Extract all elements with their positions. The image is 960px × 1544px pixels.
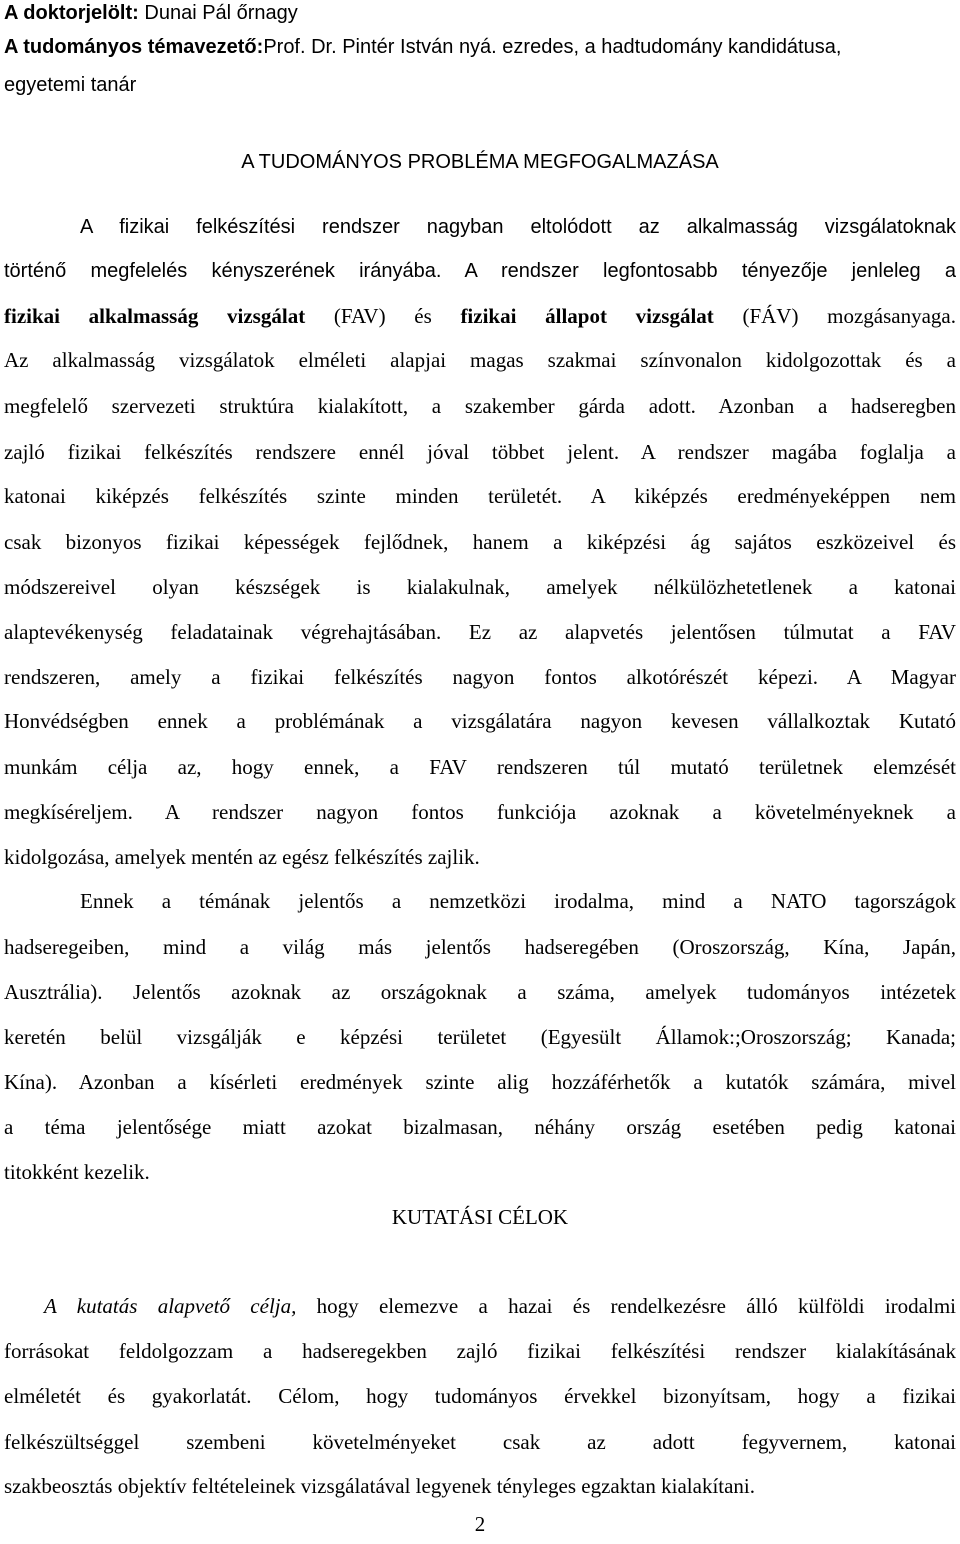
problem-line-19: keretén belül vizsgálják e képzési területet (Egyesült Államok:;Oroszország; Kanada;: [4, 1025, 956, 1049]
problem-line-3-end: (FÁV) mozgásanyaga.: [713, 304, 956, 328]
goals-line-5: szakbeosztás objektív feltételeinek vizsgálatával legyenek tényleges egzaktan kialakítani.: [4, 1474, 756, 1498]
supervisor-line: [4, 32, 956, 62]
problem-line-18: Ausztrália). Jelentős azoknak az országoknak a száma, amelyek tudományos intézetek: [4, 980, 956, 1004]
problem-line-8: csak bizonyos fizikai képességek fejlődnek, hanem a kiképzési ág sajátos eszközeivel és: [4, 530, 956, 554]
problem-line-10: alaptevékenység feladatainak végrehajtásában. Ez az alapvetés jelentősen túlmutat a FAV: [4, 620, 956, 644]
problem-line-5: megfelelő szervezeti struktúra kialakított, a szakember gárda adott. Azonban a hadseregben: [4, 394, 956, 418]
problem-line-3-mid: (FAV) és: [305, 304, 461, 328]
goals-line-1: [44, 1291, 956, 1321]
problem-line-22: titokként kezelik.: [4, 1160, 150, 1184]
goals-heading: KUTATÁSI CÉLOK: [391, 1205, 569, 1229]
problem-line-16: Ennek a témának jelentős a nemzetközi irodalma, mind a NATO tagországok: [80, 889, 956, 913]
page-number: 2: [474, 1512, 486, 1536]
problem-line-20: Kína). Azonban a kísérleti eredmények szinte alig hozzáférhetők a kutatók számára, mivel: [4, 1070, 956, 1094]
goals-line-3: elméletét és gyakorlatát. Célom, hogy tudományos érvekkel bizonyítsam, hogy a fizikai: [4, 1384, 956, 1408]
problem-heading: A TUDOMÁNYOS PROBLÉMA MEGFOGALMAZÁSA: [241, 151, 719, 173]
problem-line-6: zajló fizikai felkészítés rendszere ennél jóval többet jelent. A rendszer magába foglalja a: [4, 440, 956, 464]
fav-term: fizikai alkalmasság vizsgálat: [4, 304, 306, 328]
problem-line-11: rendszeren, amely a fizikai felkészítés nagyon fontos alkotórészét képezi. A Magyar: [4, 665, 956, 689]
supervisor-text-2: egyetemi tanár: [4, 74, 137, 96]
problem-line-3: [4, 301, 956, 331]
supervisor-label: A tudományos témavezető:: [4, 36, 264, 58]
goals-italic-lead: A kutatás alapvető célja,: [44, 1294, 297, 1318]
candidate-line: [4, 0, 956, 28]
problem-line-2: történő megfelelés kényszerének irányába. A rendszer legfontosabb tényezője jenleleg a: [4, 260, 956, 282]
problem-line-7: katonai kiképzés felkészítés szinte minden területét. A kiképzés eredményeképpen nem: [4, 484, 956, 508]
supervisor-text-1: Prof. Dr. Pintér István nyá. ezredes, a hadtudomány kandidátusa,: [263, 36, 842, 58]
problem-line-15: kidolgozása, amelyek mentén az egész felkészítés zajlik.: [4, 845, 480, 869]
fav2-term: fizikai állapot vizsgálat: [460, 304, 714, 328]
candidate-label: A doktorjelölt:: [4, 2, 139, 24]
problem-line-4: Az alkalmasság vizsgálatok elméleti alapjai magas szakmai színvonalon kidolgozottak és a: [4, 348, 956, 372]
problem-line-21: a téma jelentősége miatt azokat bizalmasan, néhány ország esetében pedig katonai: [4, 1115, 956, 1139]
problem-line-17: hadseregeiben, mind a világ más jelentős hadseregében (Oroszország, Kína, Japán,: [4, 935, 956, 959]
problem-line-9: módszereivel olyan készségek is kialakulnak, amelyek nélkülözhetetlenek a katonai: [4, 575, 956, 599]
goals-line-2: forrásokat feldolgozzam a hadseregekben zajló fizikai felkészítési rendszer kialakításának: [4, 1339, 956, 1363]
problem-line-13: munkám célja az, hogy ennek, a FAV rendszeren túl mutató területnek elemzését: [4, 755, 956, 779]
goals-line-1-text: hogy elemezve a hazai és rendelkezésre álló külföldi irodalmi: [296, 1294, 956, 1318]
candidate-name: Dunai Pál őrnagy: [144, 2, 298, 24]
goals-line-4: felkészültséggel szembeni követelményeket csak az adott fegyvernem, katonai: [4, 1430, 956, 1454]
problem-line-14: megkíséreljem. A rendszer nagyon fontos funkciója azoknak a követelményeknek a: [4, 800, 956, 824]
problem-line-1: A fizikai felkészítési rendszer nagyban eltolódott az alkalmasság vizsgálatoknak: [80, 216, 956, 238]
problem-line-12: Honvédségben ennek a problémának a vizsgálatára nagyon kevesen vállalkoztak Kutató: [4, 709, 956, 733]
